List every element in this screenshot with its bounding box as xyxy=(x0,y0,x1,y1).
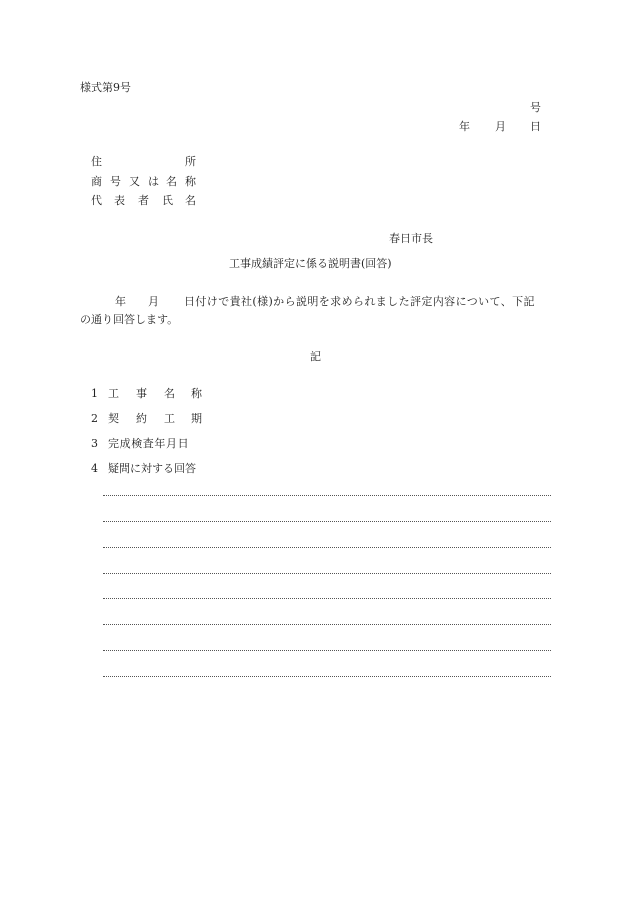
date-month: 月 xyxy=(495,120,506,133)
document-number-label: 号 xyxy=(530,101,541,114)
answer-line xyxy=(103,521,551,522)
document-page: 様式第9号 号 年 月 日 住 所 商 号 又 は 名 称 代 表 者 氏 名 春日市長 工事成績評定に係る説明書(回答) 年 月 日付けで貴社(様)から説明を求められました評定内容について、下記 の通り回答します。 記 1 工 事 名 称 2 契 約 工 期 3 完成検査年月日 4 疑問に対する回答 xyxy=(0,0,630,903)
answer-line xyxy=(103,624,551,625)
body-year: 年 xyxy=(115,295,126,308)
ki-heading: 記 xyxy=(310,350,321,363)
answer-line xyxy=(103,676,551,677)
answer-line xyxy=(103,573,551,574)
recipient: 春日市長 xyxy=(389,232,433,245)
form-number: 様式第9号 xyxy=(80,81,131,94)
document-title: 工事成績評定に係る説明書(回答) xyxy=(229,257,392,270)
body-line-1: 日付けで貴社(様)から説明を求められました評定内容について、下記 xyxy=(184,295,535,308)
answer-line xyxy=(103,495,551,496)
answer-line xyxy=(103,650,551,651)
body-month: 月 xyxy=(148,295,159,308)
answer-line xyxy=(103,598,551,599)
date-year: 年 xyxy=(459,120,470,133)
body-line-2: の通り回答します。 xyxy=(80,313,179,326)
answer-line xyxy=(103,547,551,548)
date-day: 日 xyxy=(530,120,541,133)
